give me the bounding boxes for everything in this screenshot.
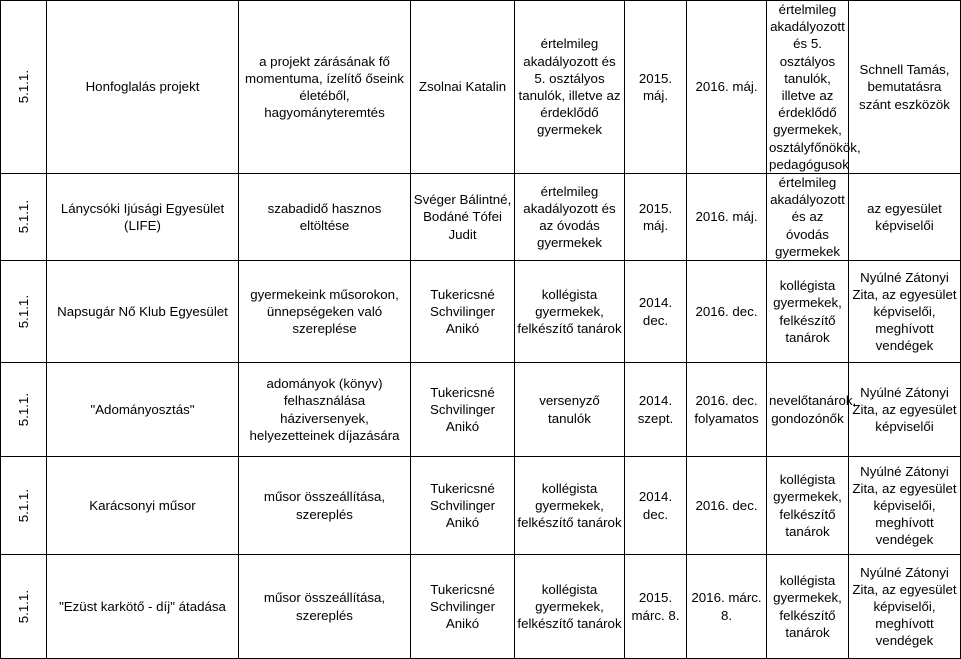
activity-target-cell <box>767 174 849 261</box>
activity-partners-cell <box>849 174 961 261</box>
row-number: 5.1.1. <box>15 488 31 523</box>
activity-responsible-cell <box>411 555 515 659</box>
activity-responsible-cell <box>411 1 515 174</box>
activity-partners: Nyúlné Zátonyi Zita, az egyesület képviselői, meghívott vendégek <box>852 269 957 354</box>
activity-responsible-cell <box>411 363 515 457</box>
activity-start-cell <box>625 555 687 659</box>
activity-end-cell <box>687 457 767 555</box>
activity-partners: Schnell Tamás, bemutatásra szánt eszközök <box>859 62 950 112</box>
activity-partners-cell <box>849 363 961 457</box>
activity-start-cell <box>625 457 687 555</box>
activity-title: Honfoglalás projekt <box>85 79 200 95</box>
activity-title-cell <box>47 174 239 261</box>
activity-target-cell <box>767 261 849 363</box>
activity-description: szabadidő hasznos eltöltése <box>267 200 382 234</box>
activity-responsible: Tukericsné Schvilinger Anikó <box>429 384 496 435</box>
activity-partners: az egyesület képviselői <box>867 200 942 234</box>
activity-start: 2015. márc. 8. <box>631 590 680 623</box>
activity-responsible: Tukericsné Schvilinger Anikó <box>429 581 496 632</box>
activity-start: 2015. máj. <box>638 200 673 234</box>
activity-end: 2016. dec. <box>695 497 758 513</box>
row-number: 5.1.1. <box>15 294 31 329</box>
activity-description: a projekt zárásának fő momentuma, ízelítő őseink életéből, hagyományteremtés <box>245 53 404 121</box>
activity-participants: értelmileg akadályozott és 5. osztályos tanulók, illetve az érdeklődő gyermekek <box>518 36 621 138</box>
activity-responsible: Tukericsné Schvilinger Anikó <box>429 480 496 531</box>
activity-end: 2016. máj. <box>695 79 758 95</box>
activity-partners-cell <box>849 457 961 555</box>
activity-responsible: Tukericsné Schvilinger Anikó <box>429 286 496 337</box>
activity-description: műsor összeállítása, szereplés <box>263 590 386 623</box>
table-row <box>1 1 961 174</box>
activity-participants-cell <box>515 457 625 555</box>
row-number: 5.1.1. <box>15 200 31 234</box>
activity-title-cell <box>47 1 239 174</box>
activity-title-cell <box>47 261 239 363</box>
activity-description-cell <box>239 457 411 555</box>
activity-participants: kollégista gyermekek, felkészítő tanárok <box>517 581 622 632</box>
activity-end-cell <box>687 1 767 174</box>
activity-end: 2016. dec. <box>695 303 758 319</box>
activity-description: adományok (könyv) felhasználása háziversenyek, helyezetteinek díjazására <box>249 376 400 443</box>
row-number: 5.1.1. <box>15 589 31 624</box>
table-row <box>1 363 961 457</box>
activity-start-cell <box>625 261 687 363</box>
activity-partners: Nyúlné Zátonyi Zita, az egyesület képviselői, meghívott vendégek <box>852 463 957 548</box>
activity-description-cell <box>239 261 411 363</box>
activity-target-cell <box>767 555 849 659</box>
activity-start: 2015. máj. <box>638 70 673 104</box>
activity-participants-cell <box>515 261 625 363</box>
row-number-cell <box>1 1 47 174</box>
row-number-cell <box>1 457 47 555</box>
activity-title: Karácsonyi műsor <box>89 497 196 513</box>
activity-end: 2016. dec. folyamatos <box>694 393 759 426</box>
activity-end-cell <box>687 363 767 457</box>
activity-end-cell <box>687 555 767 659</box>
activity-responsible-cell <box>411 261 515 363</box>
activity-description: műsor összeállítása, szereplés <box>263 489 386 522</box>
activity-start-cell <box>625 363 687 457</box>
activity-start: 2014. szept. <box>637 393 674 426</box>
activity-participants-cell <box>515 363 625 457</box>
activity-participants: értelmileg akadályozott és az óvodás gyermekek <box>523 183 616 251</box>
table-row <box>1 555 961 659</box>
activity-title: "Ezüst karkötő - díj" átadása <box>59 598 226 614</box>
activity-end: 2016. máj. <box>695 209 758 225</box>
activity-title: "Adományosztás" <box>90 401 195 417</box>
activity-title-cell <box>47 555 239 659</box>
activity-title: Napsugár Nő Klub Egyesület <box>57 303 228 319</box>
activity-responsible: Zsolnai Katalin <box>418 79 507 95</box>
activity-end: 2016. márc. 8. <box>691 590 762 623</box>
activity-target-cell <box>767 457 849 555</box>
activity-participants: versenyző tanulók <box>539 393 600 426</box>
row-number-cell <box>1 363 47 457</box>
activity-description-cell <box>239 1 411 174</box>
activity-title-cell <box>47 457 239 555</box>
activity-start: 2014. dec. <box>638 489 673 522</box>
activity-partners: Nyúlné Zátonyi Zita, az egyesület képviselői, meghívott vendégek <box>852 564 957 649</box>
activity-target: kollégista gyermekek, felkészítő tanárok <box>773 573 842 640</box>
activity-responsible: Svéger Bálintné, Bodáné Tófei Judit <box>413 192 512 242</box>
activity-target: nevelőtanárok, gondozónők <box>769 393 857 426</box>
activity-start: 2014. dec. <box>638 295 673 328</box>
activity-title: Lánycsóki Ijúsági Egyesület (LIFE) <box>60 200 225 234</box>
activity-target: kollégista gyermekek, felkészítő tanárok <box>773 278 842 345</box>
table-body <box>1 1 961 659</box>
activity-participants: kollégista gyermekek, felkészítő tanárok <box>517 286 622 337</box>
activity-end-cell <box>687 174 767 261</box>
row-number-cell <box>1 555 47 659</box>
activity-responsible-cell <box>411 174 515 261</box>
row-number: 5.1.1. <box>15 70 31 104</box>
row-number-cell <box>1 174 47 261</box>
activity-partners-cell <box>849 1 961 174</box>
activity-participants-cell <box>515 1 625 174</box>
activity-target-cell <box>767 1 861 174</box>
activity-participants-cell <box>515 555 625 659</box>
activity-end-cell <box>687 261 767 363</box>
activity-partners-cell <box>849 555 961 659</box>
activity-responsible-cell <box>411 457 515 555</box>
activity-description-cell <box>239 174 411 261</box>
row-number-cell <box>1 261 47 363</box>
activity-partners: Nyúlné Zátonyi Zita, az egyesület képviselői <box>852 384 957 435</box>
activity-title-cell <box>47 363 239 457</box>
activity-description: gyermekeink műsorokon, ünnepségeken való szereplése <box>250 286 399 337</box>
activity-target: kollégista gyermekek, felkészítő tanárok <box>773 472 842 539</box>
table-row <box>1 457 961 555</box>
activity-start-cell <box>625 174 687 261</box>
activity-participants: kollégista gyermekek, felkészítő tanárok <box>517 480 622 531</box>
activity-start-cell <box>625 1 687 174</box>
activity-description-cell <box>239 555 411 659</box>
activity-participants-cell <box>515 174 625 261</box>
activity-partners-cell <box>849 261 961 363</box>
activity-description-cell <box>239 363 411 457</box>
activity-target-cell <box>767 363 857 457</box>
activity-target: értelmileg akadályozott és 5. osztályos tanulók, illetve az érdeklődő gyermekek, osztályfőnökök, pedagógusok <box>769 2 861 172</box>
table-row <box>1 174 961 261</box>
table-row <box>1 261 961 363</box>
row-number: 5.1.1. <box>15 392 31 427</box>
activity-target: értelmileg akadályozott és az óvodás gyermekek <box>770 175 845 259</box>
